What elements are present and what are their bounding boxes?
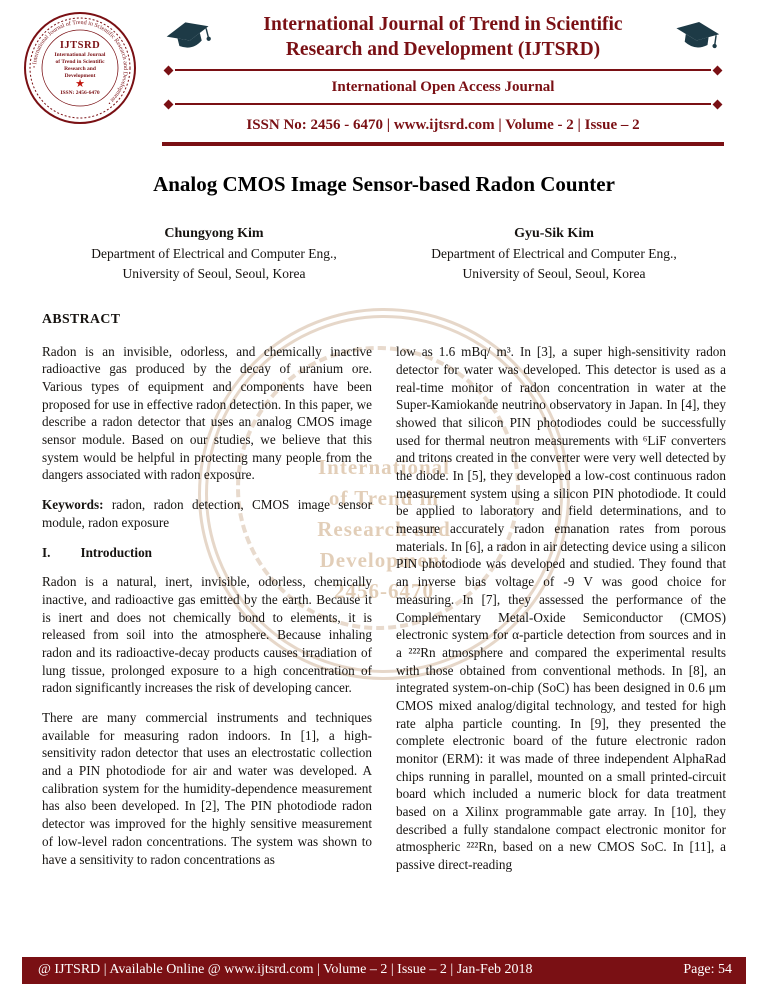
column2-text: low as 1.6 mBq/ m³. In [3], a super high-sensitivity radon detector for water was developed. This detector is used as a real-time monitor of radon concentration in water at the Super-Kamiokande neutrino observatory in Japan. In [4], they showed that silicon PIN photodiodes could be successfully used for thermal neutron measurements with ⁶LiF converters and tritons created in the converter were very well detected by the diode. In [5], they developed a low-cost continuous radon measurement system using a silicon PIN photodiode. It could be applied to laboratory and field determinations, and to measure accurately radon emanation rates from porous materials. In [6], a radon in air detecting device using a silicon PIN photodiode was developed and studied. They found that an inverse bias voltage of -9 V was good choice for measuring. In [7], they assessed the performance of the Complementary Metal-Oxide Semiconductor (CMOS) electronic system for α-particle detection from sources and in a ²²²Rn atmosphere and compared the experimental results with those obtained from conventional methods. In [8], an integrated system-on-chip (SoC) has been designed in 0.6 μm CMOS mixed analog/digital technology, and tested for high rate alpha particle counting. In [9], they presented the complete electronic board of the future electronic radon monitor (ERM): it was made of three independent AlphaRad chips running in parallel, mounted on a small printed-circuit board which included a numeric block for data treatment based on a Xilinx programmable gate array. In [10], they described a fully standalone compact electronic monitor for atmospheric ²²²Rn, based on a new CMOS SoC. In [11], a passive direct-reading	[396, 344, 726, 873]
intro-paragraph-1: Radon is a natural, inert, invisible, odorless, chemically inactive, and radioactive gas emitted by the earth. Because it is inert and does not chemically bond to elements, it is released from soil into the atmosphere. Because inhaling radon and its radioactive-decay products causes irradiation of lung tissue, prolonged exposure to a high concentration of radon significantly increases the risk of developing cancer.	[42, 574, 372, 696]
section-number: I.	[42, 544, 51, 560]
journal-title-line2: Research and Development (IJTSRD)	[285, 39, 601, 61]
ijtsrd-logo	[24, 12, 136, 124]
author-name: Gyu-Sik Kim	[514, 225, 594, 241]
logo-acronym: IJTSRD	[59, 39, 101, 51]
keywords-text: radon, radon detection, CMOS image sensor module, radon exposure	[42, 497, 372, 530]
footer-citation: @ IJTSRD | Available Online @ www.ijtsrd.com | Volume – 2 | Issue – 2 | Jan-Feb 2018	[38, 962, 533, 977]
left-column	[42, 310, 372, 874]
footer-bar	[22, 957, 746, 984]
intro-paragraph-2: There are many commercial instruments and techniques available for measuring radon indoors. In [1], a high-sensitivity radon detector that uses an electrostatic collection and a PIN photodiode for air and water was developed. A calibration system for the humidity-dependence measurement has also been developed. In [2], The PIN photodiode radon detector was improved for the highly sensitive measurement of low-level radon concentrations. The system was shown to have a sensitivity to radon concentrations as	[42, 710, 372, 867]
journal-header	[0, 0, 768, 146]
logo-star-icon: ★	[75, 78, 85, 91]
body-columns	[0, 310, 768, 874]
authors-block	[0, 223, 768, 285]
logo-center-text: IJTSRD International Journal of Trend in Scientific Research and Development ★ ISSN: 2456-6470	[48, 39, 112, 98]
diamond-rule	[162, 101, 724, 108]
diamond-rule	[162, 67, 724, 74]
open-access-subtitle: International Open Access Journal	[331, 78, 555, 95]
author-department: Department of Electrical and Computer Eng.,	[431, 245, 677, 261]
author-department: Department of Electrical and Computer Eng.,	[91, 245, 337, 261]
section-title: Introduction	[80, 544, 153, 560]
logo-ring-text: • International Journal of Trend in Scientific Research and Development •	[31, 19, 129, 106]
issn-line: ISSN No: 2456 - 6470 | www.ijtsrd.com | Volume - 2 | Issue – 2	[246, 116, 640, 133]
journal-title-line1: International Journal of Trend in Scientific	[263, 14, 623, 35]
author-affiliation: University of Seoul, Seoul, Korea	[462, 265, 646, 281]
author-name: Chungyong Kim	[164, 225, 264, 241]
footer-page-number: Page: 54	[683, 962, 732, 977]
logo-issn: ISSN: 2456-6470	[60, 90, 100, 97]
right-column	[396, 310, 726, 874]
author-affiliation: University of Seoul, Seoul, Korea	[122, 265, 306, 281]
journal-title	[216, 12, 670, 63]
watermark-text: International of Trend in Research and Development 2456-6470	[317, 455, 451, 603]
author-block	[384, 223, 724, 285]
abstract-heading: ABSTRACT	[42, 311, 121, 327]
section-heading	[42, 544, 372, 562]
paper-title: Analog CMOS Image Sensor-based Radon Counter	[153, 171, 615, 196]
author-block	[44, 223, 384, 285]
graduation-cap-icon	[162, 20, 216, 54]
keywords-line	[42, 496, 372, 531]
graduation-cap-icon	[670, 20, 724, 54]
abstract-text: Radon is an invisible, odorless, and chemically inactive radioactive gas produced by the decay of uranium ore. Various types of equipment and components have been proposed for use in effective radon detection. In this paper, we describe a radon detector that uses an analog CMOS image sensor module. Based on our studies, we believe that this system would be helpful in protecting many people from the dangers associated with radon exposure.	[42, 343, 372, 483]
keywords-label: Keywords:	[42, 497, 104, 513]
